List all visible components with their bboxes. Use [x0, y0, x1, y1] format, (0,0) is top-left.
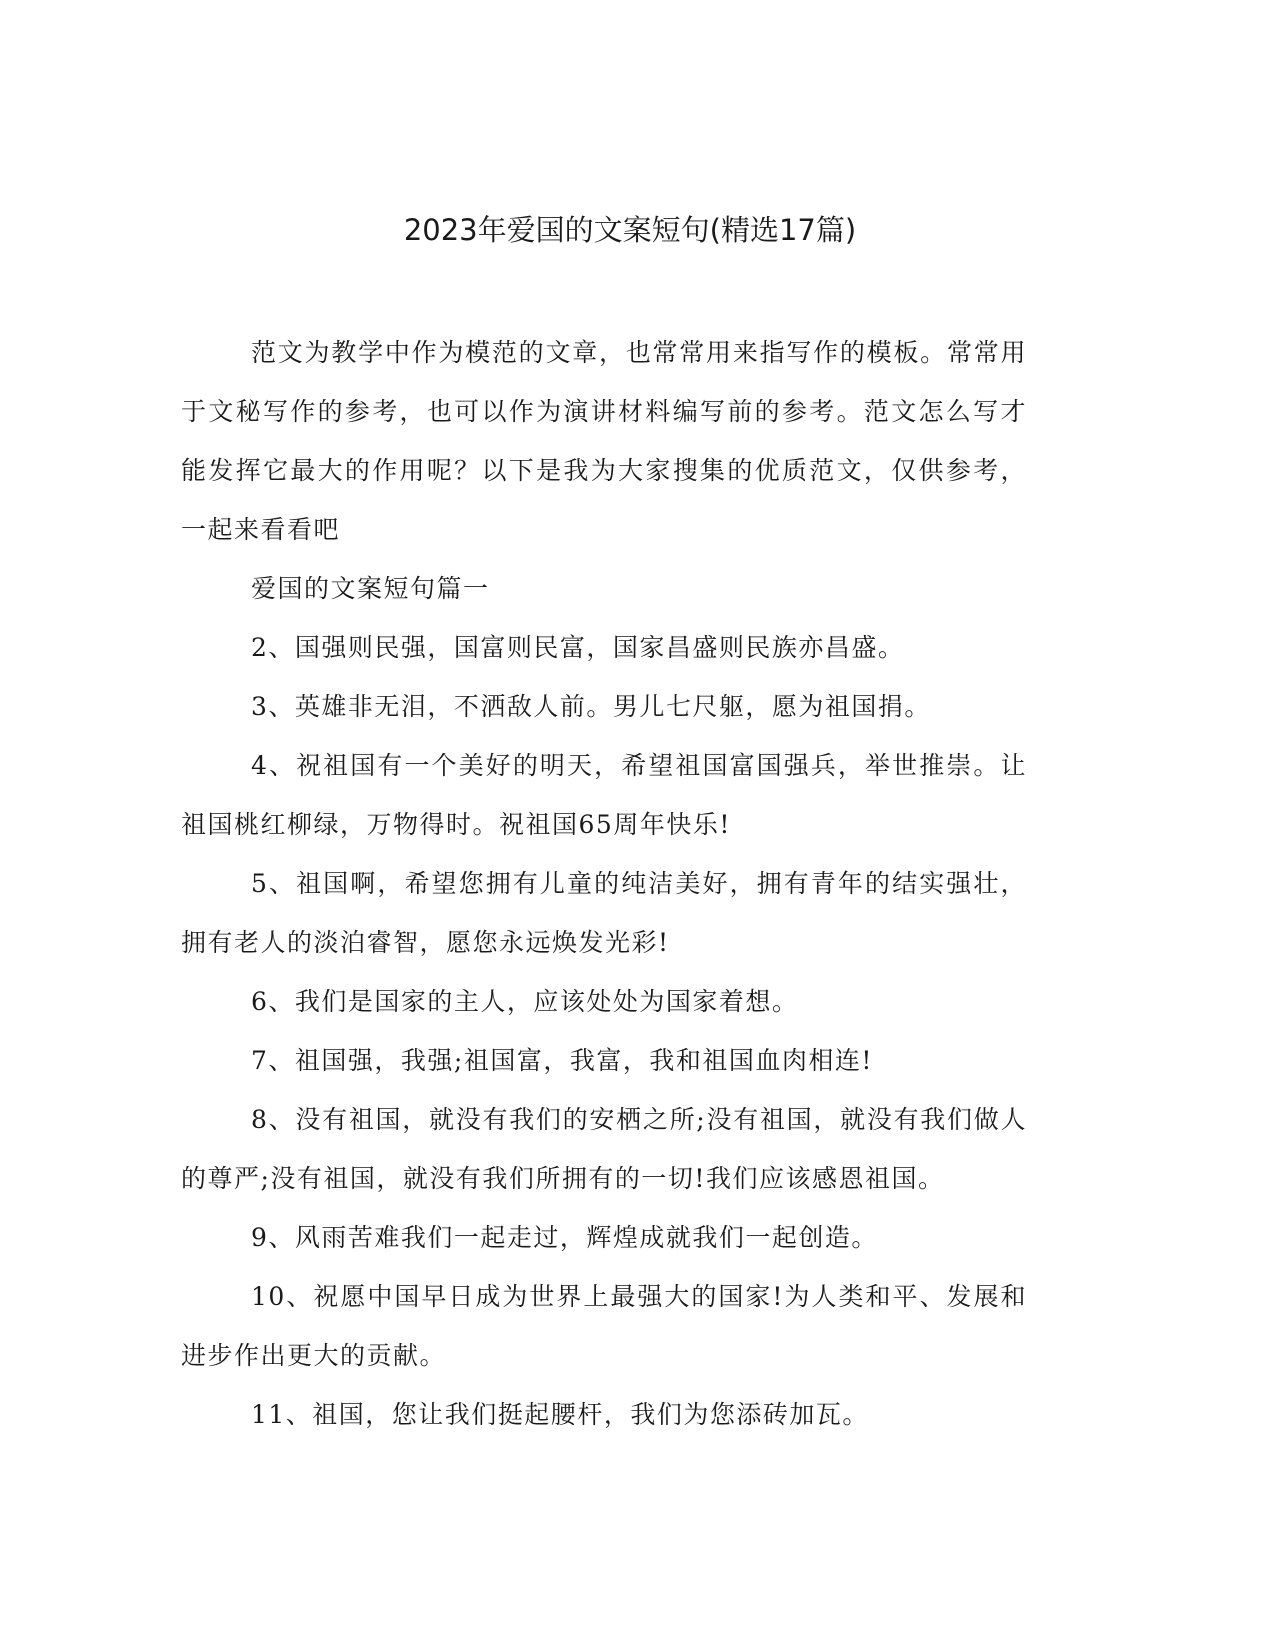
list-item: 10、祝愿中国早日成为世界上最强大的国家!为人类和平、发展和进步作出更大的贡献。: [181, 1282, 1027, 1370]
list-item: 4、祝祖国有一个美好的明天，希望祖国富国强兵，举世推崇。让祖国桃红柳绿，万物得时。祝祖国65周年快乐!: [181, 751, 1027, 839]
list-item: 11、祖国，您让我们挺起腰杆，我们为您添砖加瓦。: [251, 1400, 869, 1429]
list-item: 7、祖国强，我强;祖国富，我富，我和祖国血肉相连!: [251, 1046, 873, 1075]
list-item: 9、风雨苦难我们一起走过，辉煌成就我们一起创造。: [251, 1223, 878, 1252]
list-item: 2、国强则民强，国富则民富，国家昌盛则民族亦昌盛。: [251, 633, 905, 662]
list-item: 8、没有祖国，就没有我们的安栖之所;没有祖国，就没有我们做人的尊严;没有祖国，就没有我们所拥有的一切!我们应该感恩祖国。: [181, 1105, 1027, 1193]
list-item: 3、英雄非无泪，不洒敌人前。男儿七尺躯，愿为祖国捐。: [251, 692, 931, 721]
document-title: 2023年爱国的文案短句(精选17篇): [403, 213, 857, 247]
list-item: 6、我们是国家的主人，应该处处为国家着想。: [251, 987, 799, 1016]
section-heading: 爱国的文案短句篇一: [251, 574, 490, 603]
document-body: [181, 323, 1027, 1444]
list-item: 5、祖国啊，希望您拥有儿童的纯洁美好，拥有青年的结实强壮，拥有老人的淡泊睿智，愿您永远焕发光彩!: [181, 869, 1027, 957]
intro-paragraph: 范文为教学中作为模范的文章，也常常用来指写作的模板。常常用于文秘写作的参考，也可以作为演讲材料编写前的参考。范文怎么写才能发挥它最大的作用呢？以下是我为大家搜集的优质范文，仅供参考，一起来看看吧: [181, 338, 1027, 544]
